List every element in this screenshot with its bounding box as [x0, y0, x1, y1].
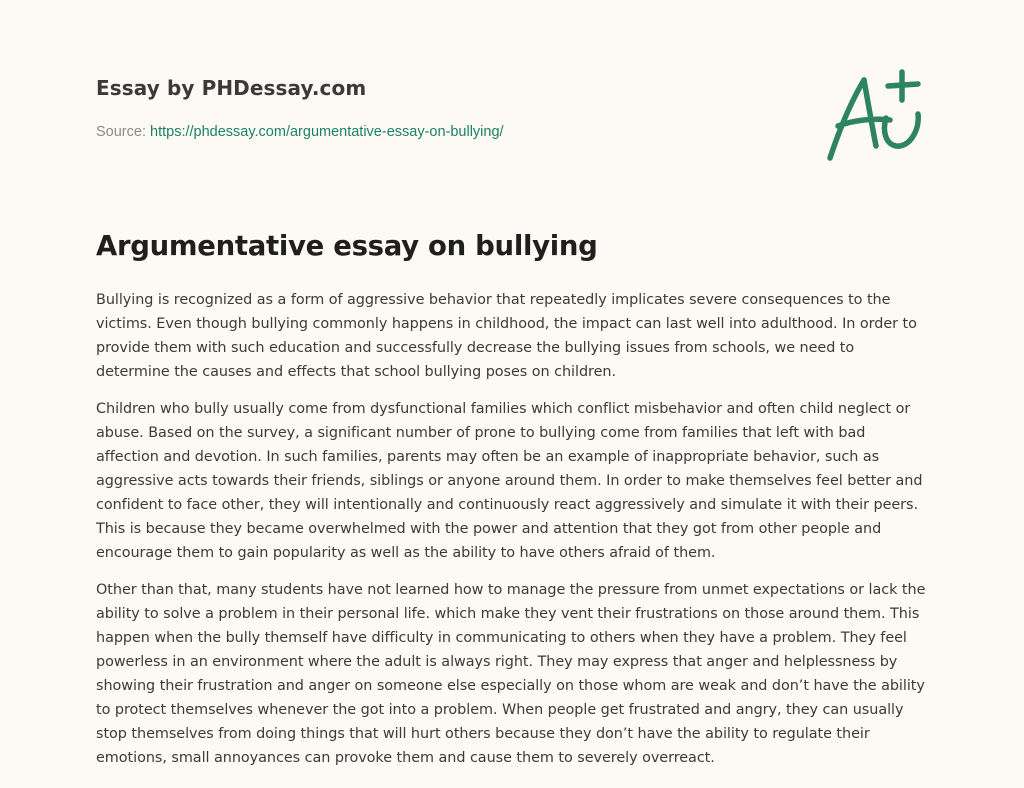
essay-title: Argumentative essay on bullying	[96, 230, 598, 262]
essay-content	[96, 228, 930, 783]
source-label: Source:	[96, 124, 146, 140]
a-plus-logo-icon	[820, 66, 930, 166]
essay-paragraph-1: Bullying is recognized as a form of aggressive behavior that repeatedly implicates severe consequences to the victims. Even though bullying commonly happens in childhood, the impact can last well into adulthood. In order to provide them with such education and successfully decrease the bullying issues from schools, we need to determine the causes and effects that school bullying poses on children.	[96, 292, 917, 380]
source-line	[96, 124, 796, 140]
page-header	[96, 76, 796, 140]
source-link[interactable]: https://phdessay.com/argumentative-essay-on-bullying/	[150, 124, 504, 140]
essay-paragraph-2: Children who bully usually come from dysfunctional families which conflict misbehavior and often child neglect or abuse. Based on the survey, a significant number of prone to bullying come from families that left with bad affection and devotion. In such families, parents may often be an example of inappropriate behavior, such as aggressive acts towards their friends, siblings or anyone around them. In order to make themselves feel better and confident to face other, they will intentionally and continuously react aggressively and simulate it with their peers. This is because they became overwhelmed with the power and attention that they got from other people and encourage them to gain popularity as well as the ability to have others afraid of them.	[96, 401, 923, 561]
brand-title: Essay by PHDessay.com	[96, 76, 367, 100]
essay-paragraph-3: Other than that, many students have not learned how to manage the pressure from unmet expectations or lack the ability to solve a problem in their personal life. which make they vent their frustrations on those around them. This happen when the bully themself have difficulty in communicating to others when they have a problem. They feel powerless in an environment where the adult is always right. They may express that anger and helplessness by showing their frustration and anger on someone else especially on those whom are weak and don’t have the ability to protect themselves whenever the got into a problem. When people get frustrated and angry, they can usually stop themselves from doing things that will hurt others because they don’t have the ability to regulate their emotions, small annoyances can provoke them and cause them to severely overreact.	[96, 582, 926, 766]
